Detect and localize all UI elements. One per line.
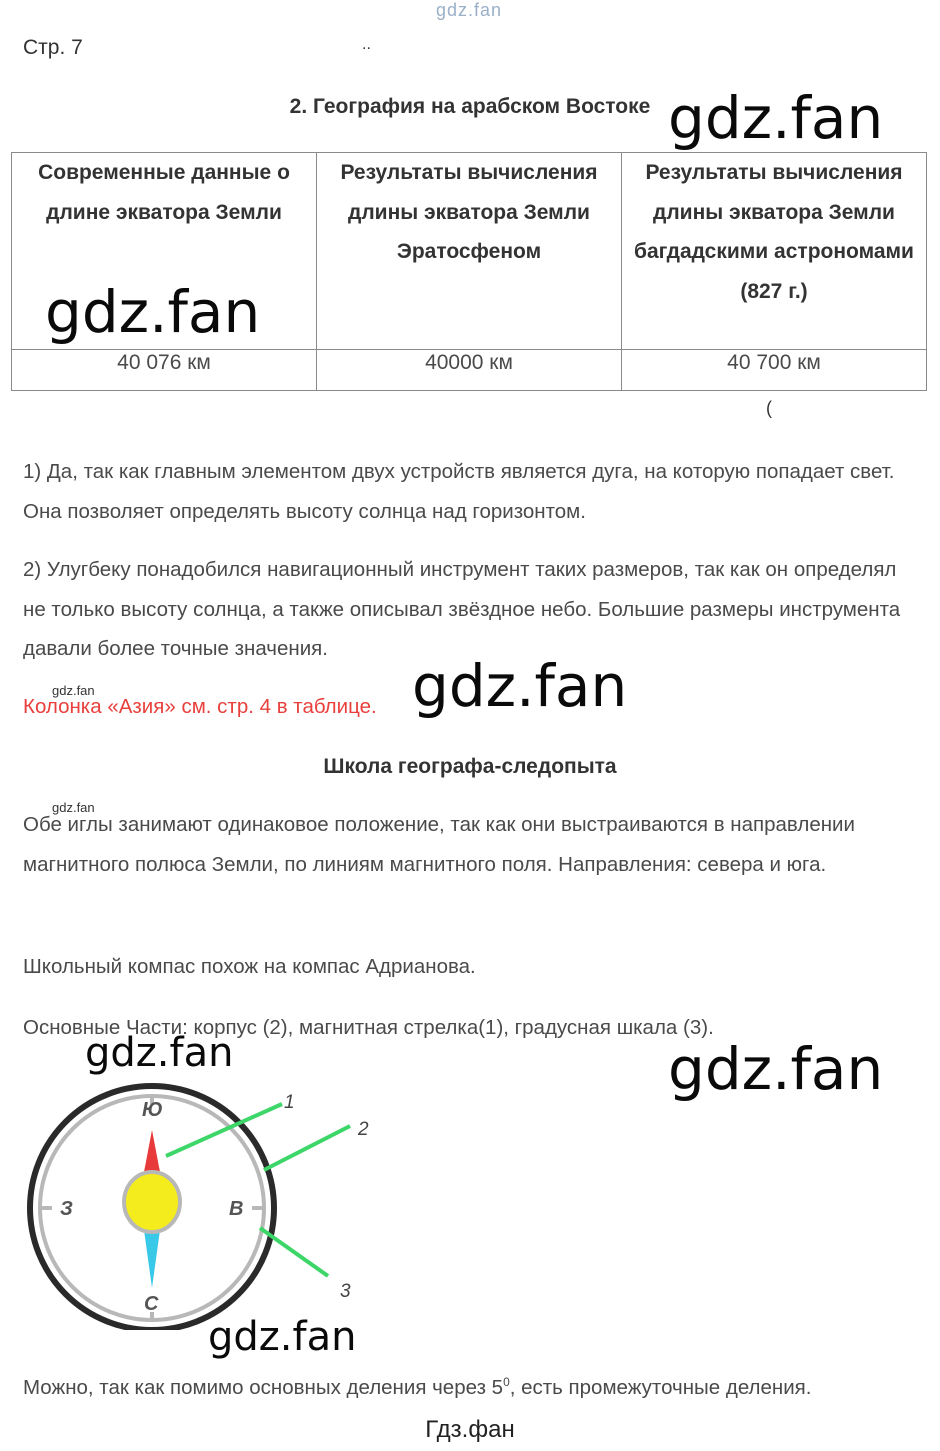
table-header: Современные данные о длине экватора Земли bbox=[12, 153, 317, 350]
section-title-school: Школа географа-следопыта bbox=[323, 755, 617, 778]
watermark-top: gdz.fan bbox=[436, 0, 503, 20]
watermark-mid: gdz.fan bbox=[208, 1314, 357, 1360]
final-prefix: Можно, так как помимо основных деления через 5 bbox=[23, 1375, 504, 1399]
callout-3: 3 bbox=[340, 1281, 351, 1302]
table-header: Результаты вычисления длины экватора Земли багдадскими астрономами (827 г.) bbox=[622, 153, 927, 350]
compass-letter-bottom: С bbox=[144, 1293, 159, 1315]
compass-letter-top: Ю bbox=[142, 1099, 163, 1121]
watermark-big: gdz.fan bbox=[45, 278, 261, 346]
final-suffix: , есть промежуточные деления. bbox=[509, 1375, 812, 1399]
watermark-big: gdz.fan bbox=[412, 652, 628, 720]
watermark-small: gdz.fan bbox=[52, 800, 95, 815]
red-note: Колонка «Азия» см. стр. 4 в таблице. bbox=[23, 695, 377, 718]
section-title-arab-east: 2. География на арабском Востоке bbox=[289, 95, 651, 118]
callout-2: 2 bbox=[358, 1119, 369, 1140]
degree-sup: 0 bbox=[503, 1375, 510, 1389]
watermark-mid: gdz.fan bbox=[85, 1030, 234, 1076]
paragraph-needles: Обе иглы занимают одинаковое положение, так как они выстраиваются в направлении магнитного полюса Земли, по линиям магнитного поля. Направления: севера и юга. bbox=[23, 813, 855, 876]
leader-line-3 bbox=[260, 1228, 328, 1276]
table-cell: 40 076 км bbox=[12, 350, 317, 391]
paragraph-divisions bbox=[23, 1363, 923, 1407]
leader-line-2 bbox=[264, 1126, 350, 1170]
watermark-big: gdz.fan bbox=[668, 1035, 884, 1103]
compass-letter-right: В bbox=[229, 1198, 244, 1220]
callout-1: 1 bbox=[284, 1092, 295, 1113]
compass-center bbox=[124, 1172, 180, 1232]
paragraph-compass: Школьный компас похож на компас Адрианова. bbox=[23, 955, 476, 978]
watermark-big: gdz.fan bbox=[668, 84, 884, 152]
table-cell: 40 700 км bbox=[622, 350, 927, 391]
footer-title: Гдз.фан bbox=[425, 1416, 515, 1443]
table-cell: 40000 км bbox=[317, 350, 622, 391]
equator-table bbox=[11, 152, 927, 391]
table-row bbox=[12, 350, 927, 391]
answer-2: 2) Улугбеку понадобился навигационный инструмент таких размеров, так как он определял не только высоту солнца, а также описывал звёздное небо. Большие размеры инструмента давали более точные значения. bbox=[23, 558, 901, 660]
stray-mark: ( bbox=[766, 398, 772, 418]
page-dots: .. bbox=[362, 36, 371, 53]
compass-letter-left: З bbox=[60, 1198, 73, 1220]
table-header: Результаты вычисления длины экватора Земли Эратосфеном bbox=[317, 153, 622, 350]
watermark-small: gdz.fan bbox=[52, 683, 95, 698]
answer-1: 1) Да, так как главным элементом двух устройств является дуга, на которую попадает свет. Она позволяет определять высоту солнца над горизонтом. bbox=[23, 460, 895, 523]
page-label: Стр. 7 bbox=[23, 36, 83, 59]
compass-diagram bbox=[20, 1080, 400, 1330]
paragraph-parts: Основные Части: корпус (2), магнитная стрелка(1), градусная шкала (3). bbox=[23, 1016, 714, 1039]
